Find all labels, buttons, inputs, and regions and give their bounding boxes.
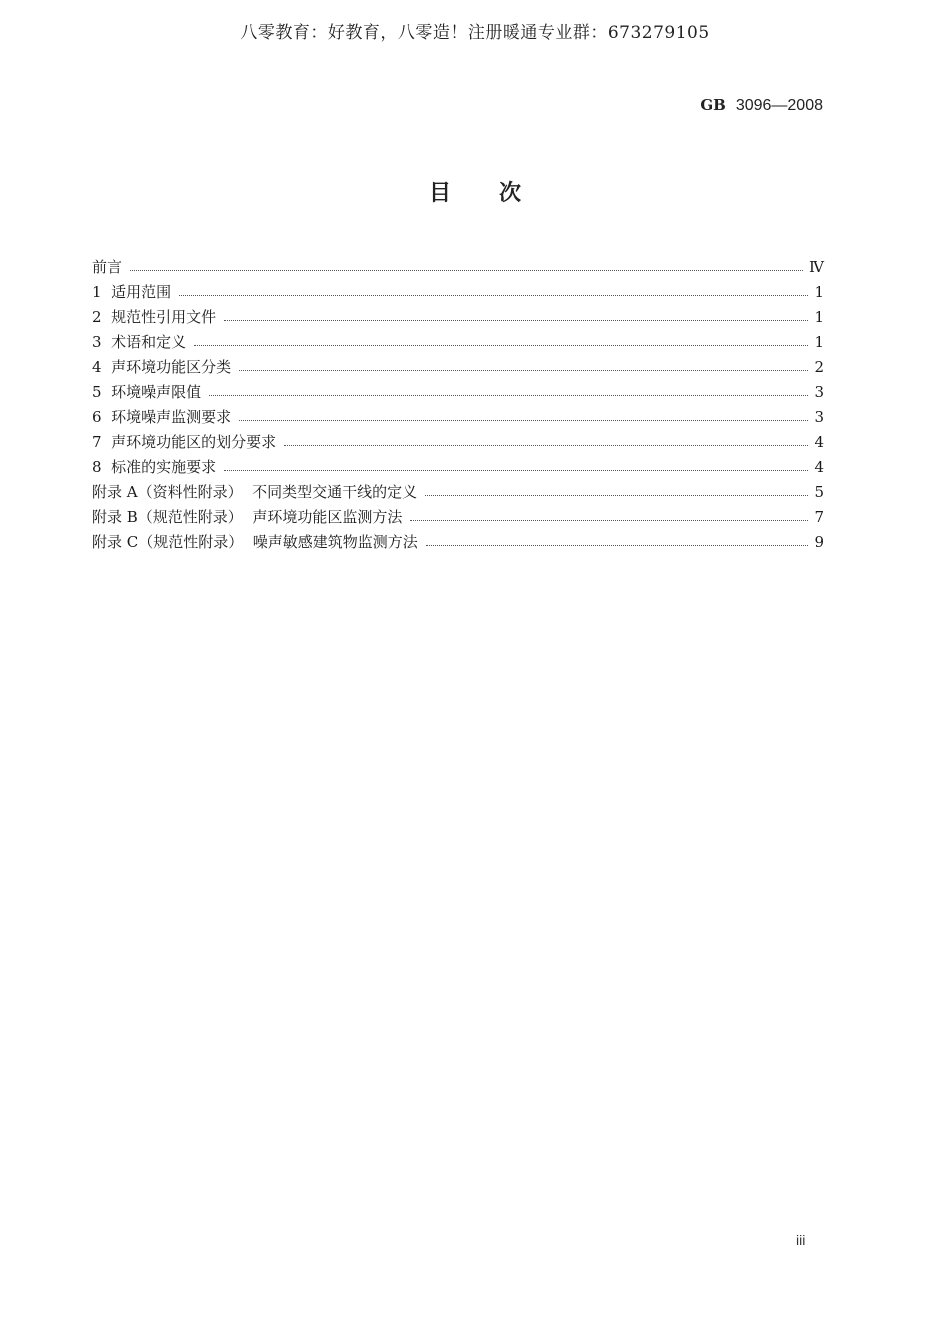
toc-entry-annex-b[interactable]	[92, 506, 824, 531]
toc-entry-label: 附录 A（资料性附录） 不同类型交通干线的定义	[92, 483, 418, 501]
dot-leader	[410, 519, 808, 521]
toc-entry-annex-a[interactable]	[92, 481, 824, 506]
watermark-banner: 八零教育：好教育，八零造！注册暖通专业群：673279105	[240, 23, 710, 43]
toc-entry-label: 2 规范性引用文件	[92, 308, 217, 326]
toc-entry-page: Ⅳ	[809, 258, 824, 276]
dot-leader	[179, 294, 808, 296]
standard-prefix: GB	[700, 96, 726, 114]
dot-leader	[209, 394, 808, 396]
dot-leader	[284, 444, 808, 446]
toc-entry-normative-references[interactable]	[92, 306, 824, 331]
toc-entry-page: 5	[814, 483, 824, 501]
dot-leader	[224, 319, 808, 321]
toc-entry-foreword[interactable]	[92, 256, 824, 281]
toc-entry-page: 7	[814, 508, 824, 526]
toc-entry-label: 附录 C（规范性附录） 噪声敏感建筑物监测方法	[92, 533, 418, 551]
toc-entry-page: 9	[814, 533, 824, 551]
table-of-contents	[92, 256, 824, 556]
dot-leader	[130, 269, 803, 271]
dot-leader	[239, 419, 808, 421]
toc-entry-page: 3	[814, 383, 824, 401]
toc-entry-monitoring-requirements[interactable]	[92, 406, 824, 431]
toc-entry-noise-limits[interactable]	[92, 381, 824, 406]
toc-entry-label: 3 术语和定义	[92, 333, 187, 351]
toc-entry-page: 1	[814, 333, 824, 351]
dot-leader	[426, 544, 808, 546]
toc-entry-scope[interactable]	[92, 281, 824, 306]
toc-entry-zoning-requirements[interactable]	[92, 431, 824, 456]
toc-entry-page: 4	[814, 433, 824, 451]
toc-entry-label: 6 环境噪声监测要求	[92, 408, 232, 426]
toc-entry-label: 附录 B（规范性附录） 声环境功能区监测方法	[92, 508, 403, 526]
standard-code	[700, 96, 823, 115]
toc-title: 目次	[428, 181, 569, 206]
toc-entry-label: 4 声环境功能区分类	[92, 358, 232, 376]
dot-leader	[425, 494, 808, 496]
toc-entry-label: 前言	[92, 258, 123, 276]
toc-entry-terms[interactable]	[92, 331, 824, 356]
toc-entry-page: 1	[814, 308, 824, 326]
toc-entry-annex-c[interactable]	[92, 531, 824, 556]
toc-entry-label: 1 适用范围	[92, 283, 172, 301]
dot-leader	[194, 344, 808, 346]
toc-entry-implementation[interactable]	[92, 456, 824, 481]
toc-entry-page: 3	[814, 408, 824, 426]
toc-entry-page: 4	[814, 458, 824, 476]
dot-leader	[239, 369, 808, 371]
page-number: iii	[796, 1232, 806, 1248]
toc-entry-label: 7 声环境功能区的划分要求	[92, 433, 277, 451]
dot-leader	[224, 469, 808, 471]
toc-entry-label: 5 环境噪声限值	[92, 383, 202, 401]
standard-number: 3096—2008	[735, 97, 823, 114]
toc-entry-label: 8 标准的实施要求	[92, 458, 217, 476]
toc-entry-zone-classification[interactable]	[92, 356, 824, 381]
toc-entry-page: 1	[814, 283, 824, 301]
toc-entry-page: 2	[814, 358, 824, 376]
